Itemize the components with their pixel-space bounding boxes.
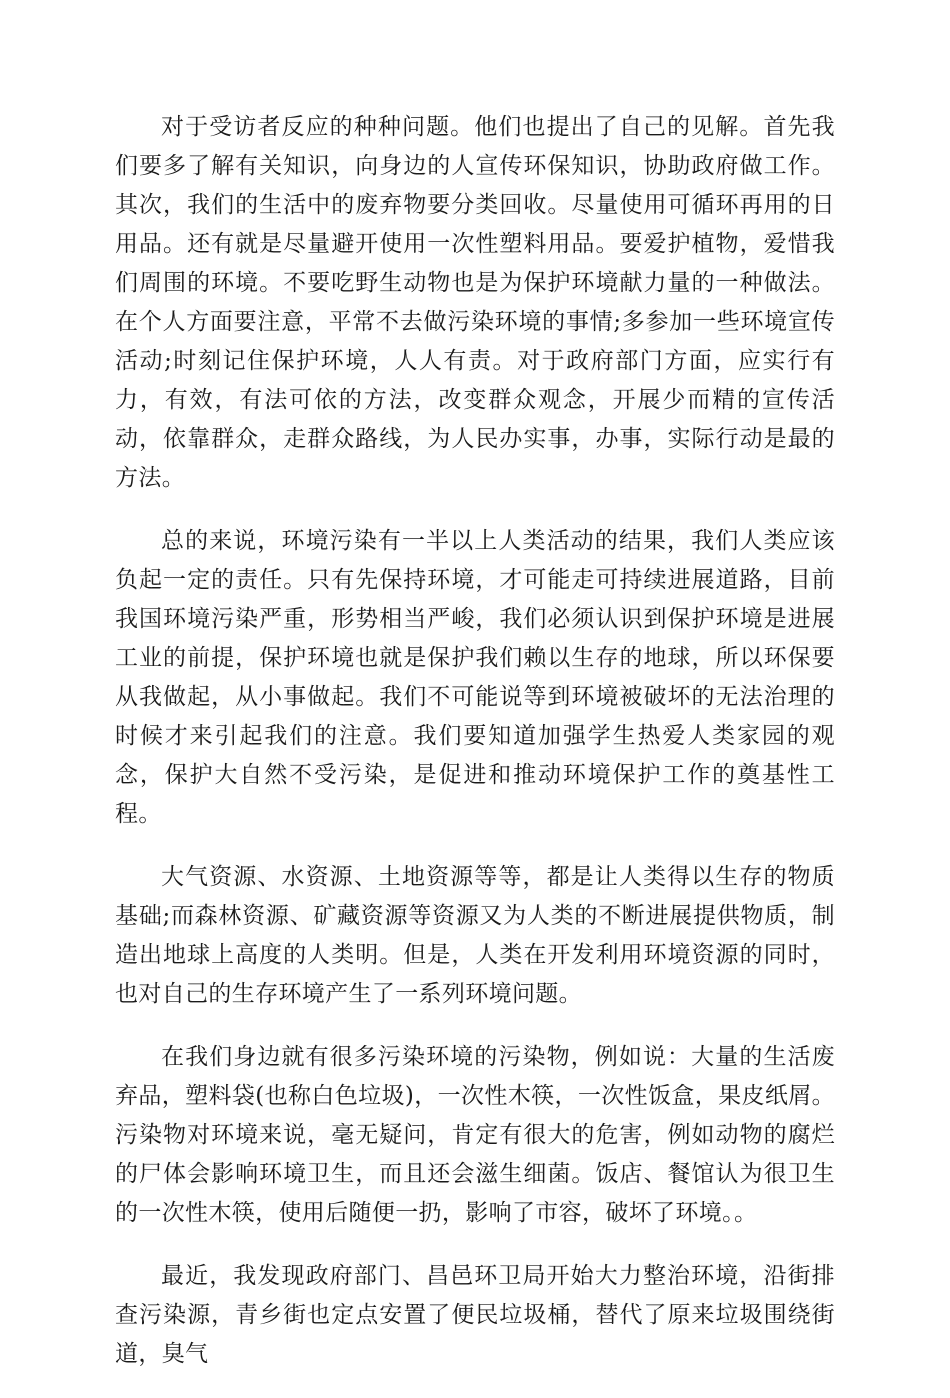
- paragraph-3: 大气资源、水资源、土地资源等等，都是让人类得以生存的物质基础;而森林资源、矿藏资源等资源又为人类的不断进展提供物质，制造出地球上高度的人类明。但是，人类在开发利用环境资源的同时，也对自己的生存环境产生了一系列环境问题。: [115, 864, 835, 1007]
- paragraph-2: 总的来说，环境污染有一半以上人类活动的结果，我们人类应该负起一定的责任。只有先保持环境，才可能走可持续进展道路，目前我国环境污染严重，形势相当严峻，我们必须认识到保护环境是进展工业的前提，保护环境也就是保护我们赖以生存的地球，所以环保要从我做起，从小事做起。我们不可能说等到环境被破坏的无法治理的时候才来引起我们的注意。我们要知道加强学生热爱人类家园的观念，保护大自然不受污染，是促进和推动环境保护工作的奠基性工程。: [115, 528, 835, 827]
- paragraph-4: 在我们身边就有很多污染环境的污染物，例如说：大量的生活废弃品，塑料袋(也称白色垃圾)，一次性木筷，一次性饭盒，果皮纸屑。污染物对环境来说，毫无疑问，肯定有很大的危害，例如动物的腐烂的尸体会影响环境卫生，而且还会滋生细菌。饭店、餐馆认为很卫生的一次性木筷，使用后随便一扔，影响了市容，破坏了环境。。: [115, 1044, 835, 1226]
- paragraph-5: 最近，我发现政府部门、昌邑环卫局开始大力整治环境，沿街排查污染源，青乡街也定点安置了便民垃圾桶，替代了原来垃圾围绕街道，臭气: [115, 1263, 835, 1367]
- paragraph-1: 对于受访者反应的种种问题。他们也提出了自己的见解。首先我们要多了解有关知识，向身边的人宣传环保知识，协助政府做工作。其次，我们的生活中的废弃物要分类回收。尽量使用可循环再用的日用品。还有就是尽量避开使用一次性塑料用品。要爱护植物，爱惜我们周围的环境。不要吃野生动物也是为保护环境献力量的一种做法。在个人方面要注意，平常不去做污染环境的事情;多参加一些环境宣传活动;时刻记住保护环境，人人有责。对于政府部门方面，应实行有力，有效，有法可依的方法，改变群众观念，开展少而精的宣传活动，依靠群众，走群众路线，为人民办实事，办事，实际行动是最的方法。: [115, 114, 835, 491]
- document-body: [115, 108, 835, 1398]
